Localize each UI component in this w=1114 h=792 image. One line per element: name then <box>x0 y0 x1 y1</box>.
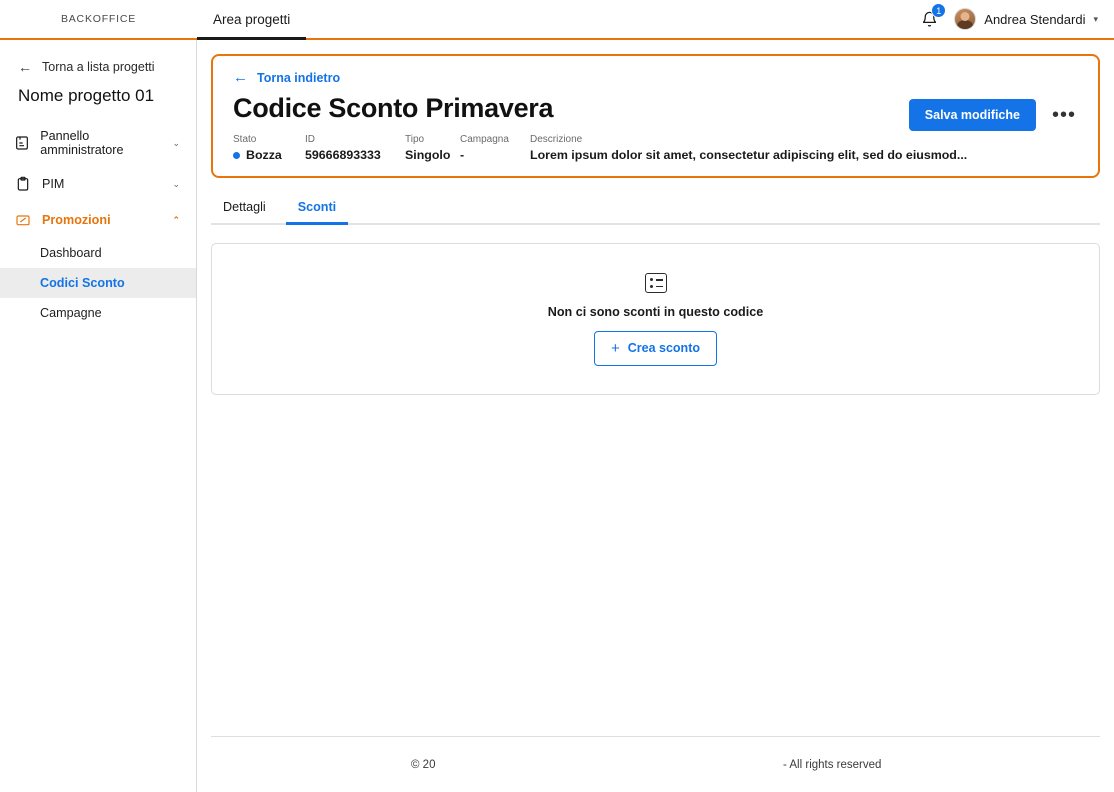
footer-copyright: © 20 <box>411 758 436 771</box>
tab-bar <box>211 192 1100 225</box>
tab-dettagli[interactable]: Dettagli <box>223 200 266 214</box>
meta-campagna <box>460 134 530 162</box>
record-header-card <box>211 54 1100 178</box>
project-name: Nome progetto 01 <box>18 86 155 105</box>
avatar <box>954 8 976 30</box>
meta-value-tipo: Singolo <box>405 148 451 162</box>
sidebar-item-codici-sconto[interactable]: Codici Sconto <box>0 268 196 298</box>
clipboard-icon <box>14 175 32 193</box>
chevron-up-icon: ⌃ <box>172 214 180 225</box>
meta-value-descrizione: Lorem ipsum dolor sit amet, consectetur adipiscing elit, sed do eiusmod... <box>530 148 968 162</box>
sidebar-item-pim[interactable] <box>0 166 196 202</box>
notification-count-badge: 1 <box>931 3 946 18</box>
create-sconto-label: Crea sconto <box>627 341 700 355</box>
create-sconto-button[interactable] <box>594 331 717 366</box>
page-title: Codice Sconto Primavera <box>233 93 554 123</box>
meta-stato <box>233 134 305 162</box>
plus-icon: + <box>610 339 620 357</box>
top-nav <box>197 0 306 38</box>
meta-tipo <box>405 134 460 162</box>
sidebar-item-promozioni[interactable] <box>0 202 196 238</box>
sidebar-label-promozioni: Promozioni <box>42 213 111 227</box>
user-menu[interactable] <box>954 8 1098 30</box>
admin-panel-icon <box>14 134 30 152</box>
top-bar-right <box>918 0 1114 38</box>
back-button-label: Torna indietro <box>257 70 341 85</box>
status-badge <box>233 148 291 162</box>
empty-state-message: Non ci sono sconti in questo codice <box>547 304 764 319</box>
sconti-empty-panel <box>211 243 1100 395</box>
meta-label-tipo: Tipo <box>405 134 425 145</box>
notifications-button[interactable] <box>918 5 942 30</box>
main-spacer <box>211 395 1100 736</box>
meta-value-id: 59666893333 <box>305 148 381 162</box>
arrow-left-icon: ← <box>233 69 248 86</box>
sidebar-back-to-projects[interactable] <box>0 54 196 78</box>
top-nav-item-area-progetti[interactable]: Area progetti <box>197 0 306 38</box>
footer <box>211 736 1100 792</box>
sidebar-item-campagne[interactable]: Campagne <box>40 306 102 320</box>
sidebar-label-pim: PIM <box>42 177 65 191</box>
sidebar <box>0 40 197 792</box>
sidebar-item-dashboard[interactable]: Dashboard <box>40 246 102 260</box>
user-name: Andrea Stendardi <box>984 11 1086 27</box>
discount-card-icon <box>645 273 667 293</box>
meta-label-stato: Stato <box>233 134 257 145</box>
sidebar-label-pannello: Pannello amministratore <box>40 129 124 157</box>
sidebar-back-label: Torna a lista progetti <box>42 60 155 74</box>
meta-id <box>305 134 405 162</box>
meta-label-id: ID <box>305 134 315 145</box>
hero-actions <box>909 91 1080 131</box>
arrow-left-icon: ← <box>18 59 32 75</box>
back-button[interactable] <box>233 70 1080 85</box>
chevron-down-icon: ⌄ <box>172 137 180 148</box>
save-button[interactable]: Salva modifiche <box>909 99 1036 131</box>
brand-logo: BACKOFFICE <box>60 13 137 25</box>
record-meta <box>233 134 1080 162</box>
top-bar <box>0 0 1114 40</box>
meta-descrizione <box>530 134 1080 162</box>
hero-title-row <box>233 91 1080 134</box>
more-options-icon[interactable]: ••• <box>1051 104 1076 126</box>
meta-value-stato: Bozza <box>246 148 282 162</box>
status-dot-icon <box>233 152 240 159</box>
tab-sconti[interactable]: Sconti <box>286 192 348 223</box>
footer-rights: - All rights reserved <box>783 758 882 771</box>
promo-tag-icon <box>14 211 32 229</box>
sidebar-item-pannello-amministratore[interactable] <box>0 120 196 166</box>
page-body <box>0 40 1114 792</box>
meta-label-descrizione: Descrizione <box>530 134 583 145</box>
meta-label-campagna: Campagna <box>460 134 509 145</box>
meta-value-campagna: - <box>460 148 465 162</box>
main-content <box>197 40 1114 792</box>
chevron-down-icon: ⌄ <box>172 178 180 189</box>
chevron-down-icon: ▾ <box>1093 13 1098 24</box>
